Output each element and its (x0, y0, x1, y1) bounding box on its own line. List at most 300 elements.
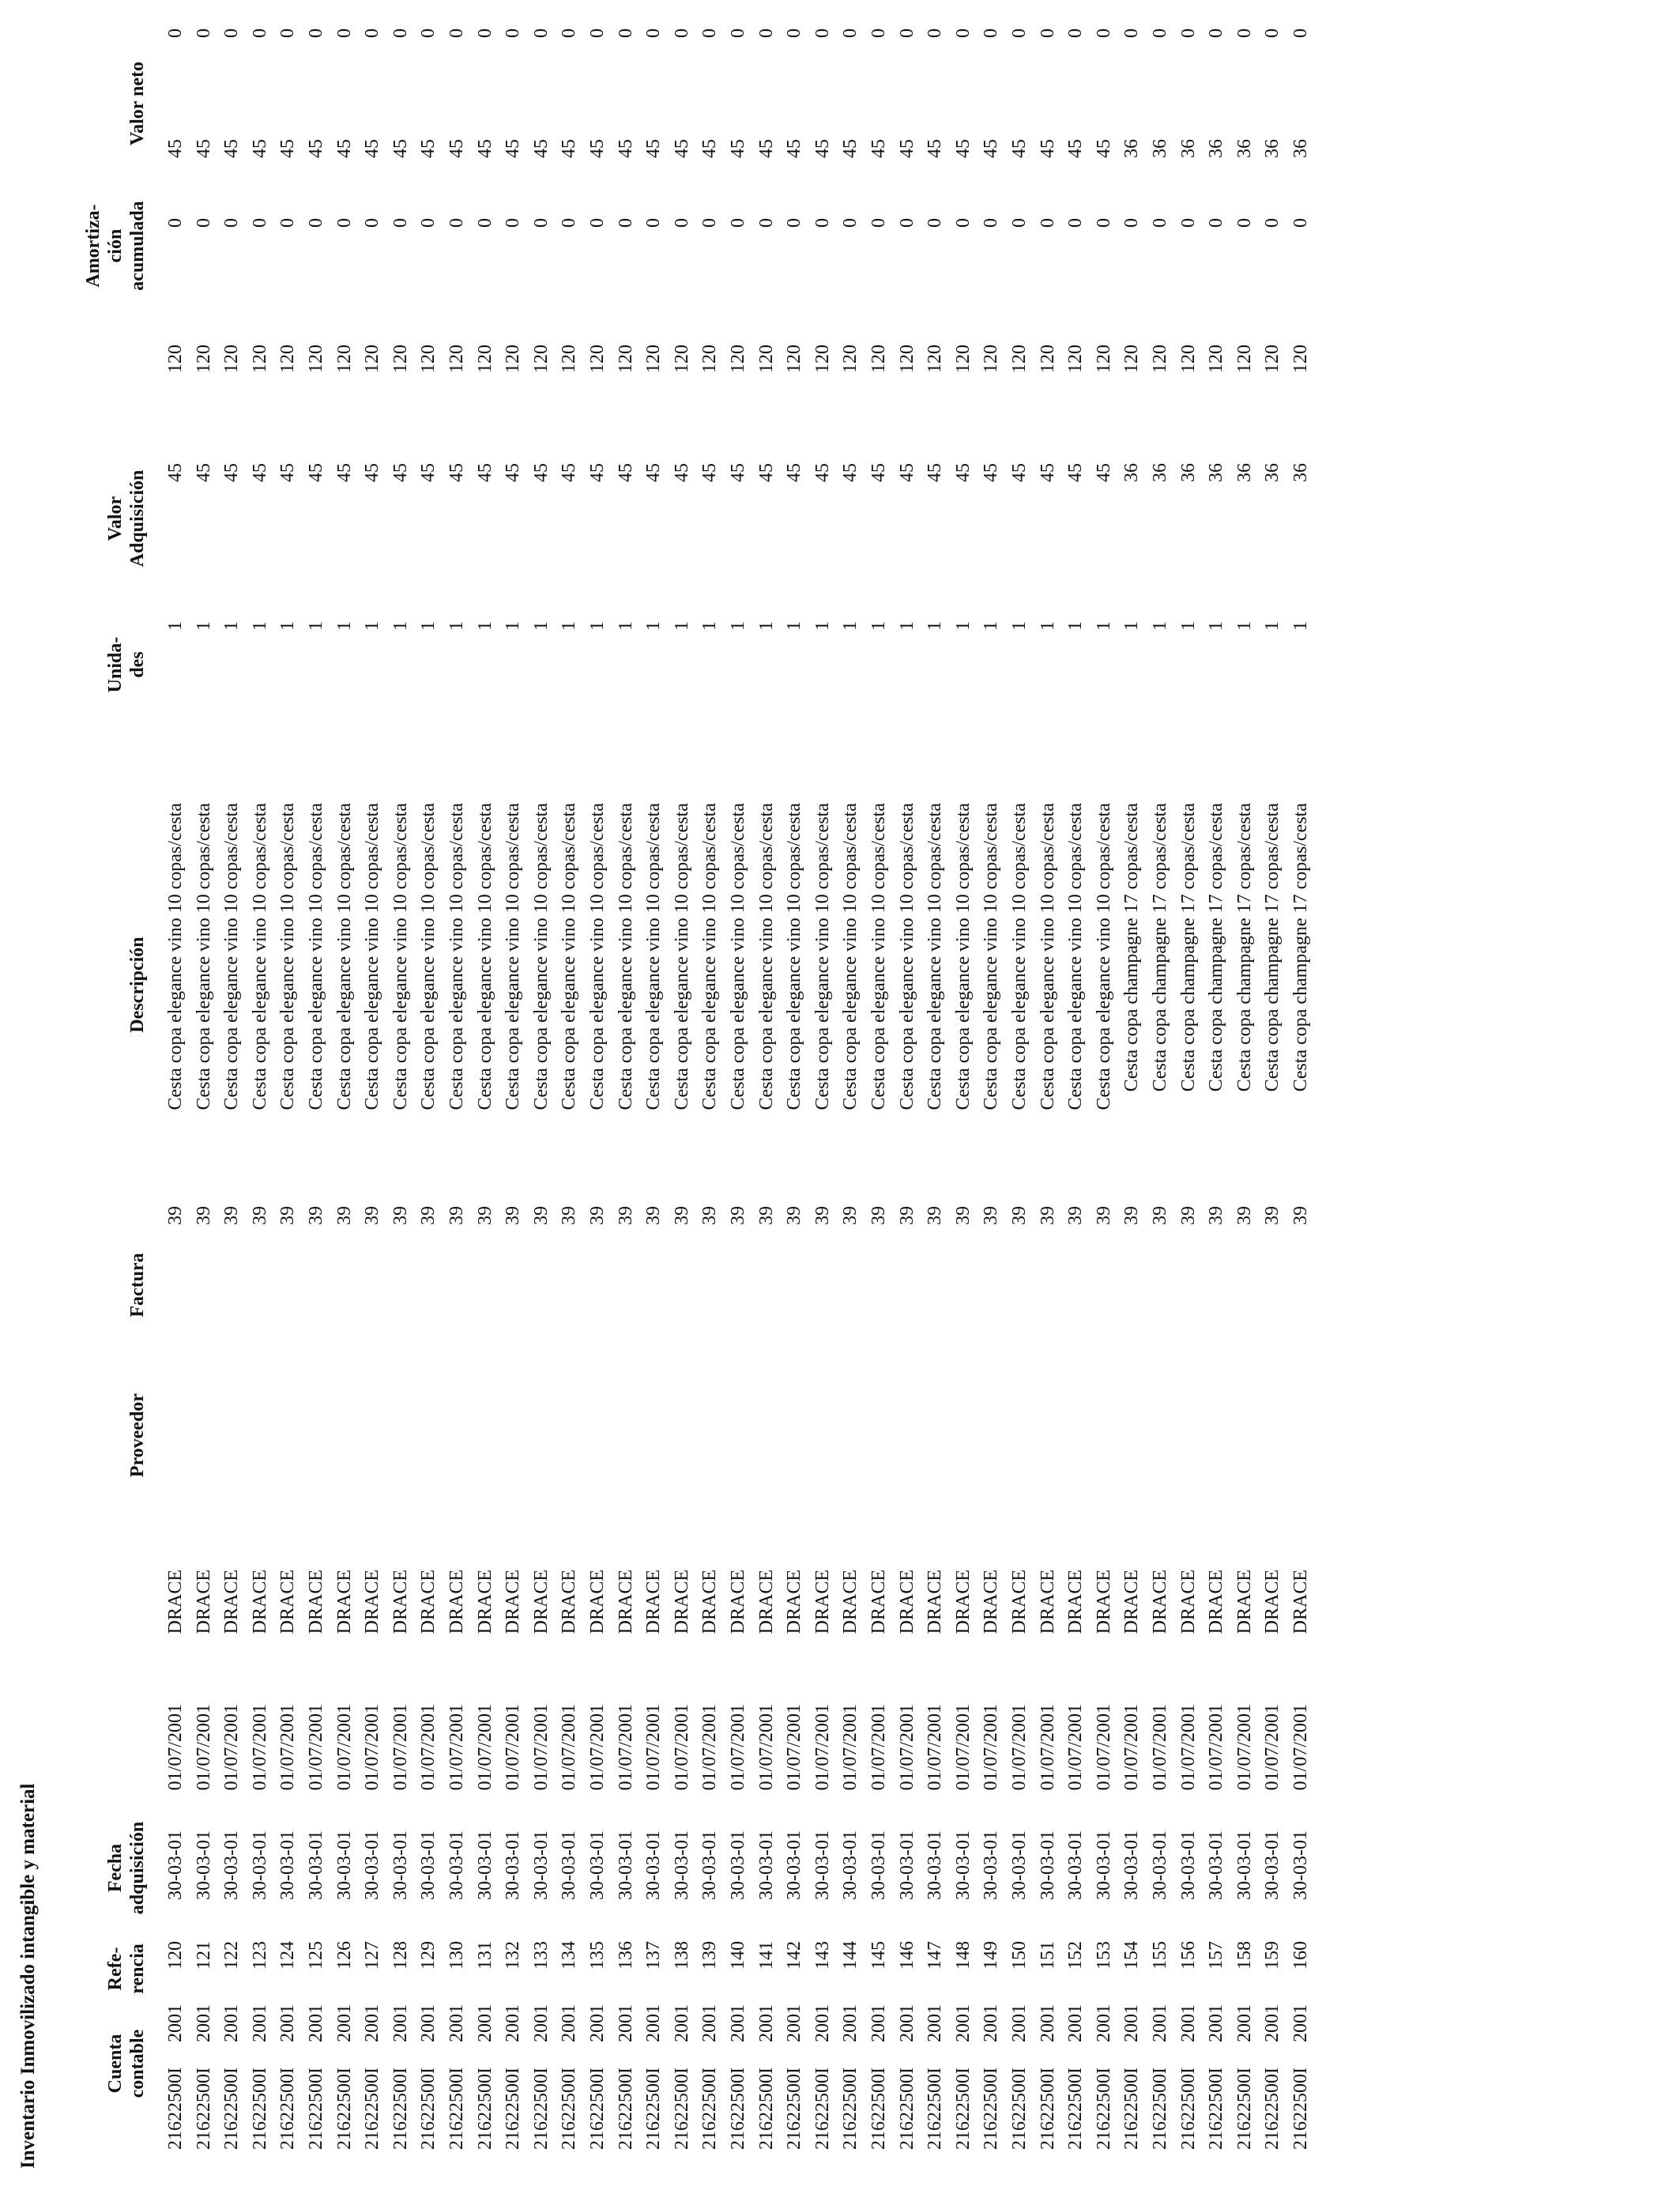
table-cell: 39 (1262, 1206, 1283, 1225)
table-cell: 30-03-01 (165, 1830, 186, 1900)
table-cell: 21622500I (840, 2068, 861, 2150)
table-row (615, 0, 643, 2194)
table-cell: 0 (446, 28, 467, 38)
table-cell: 2001 (952, 2004, 974, 2042)
table-cell: 30-03-01 (812, 1830, 833, 1900)
column-header-line: rencia (127, 1943, 148, 1994)
table-cell: Cesta copa elegance vino 10 copas/cesta (277, 803, 299, 1110)
table-cell: 30-03-01 (671, 1830, 692, 1900)
table-cell: 1 (1121, 621, 1143, 631)
table-cell: 21622500I (1150, 2068, 1170, 2150)
table-cell: 0 (755, 218, 777, 228)
table-cell: Cesta copa champagne 17 copas/cesta (1177, 803, 1199, 1092)
table-cell: 1 (728, 621, 748, 631)
table-cell: Cesta copa champagne 17 copas/cesta (1121, 803, 1143, 1092)
table-cell: 149 (981, 1941, 1002, 1970)
table-cell: 39 (699, 1206, 721, 1225)
table-cell: 1 (503, 621, 524, 631)
table-cell: 45 (1065, 463, 1087, 482)
table-cell: 21622500I (221, 2068, 243, 2150)
table-row (333, 0, 362, 2194)
table-row (952, 0, 981, 2194)
table-cell: DRACE (1206, 1570, 1227, 1634)
table-cell: 1 (812, 621, 833, 631)
table-cell: 45 (728, 139, 748, 158)
table-cell: DRACE (981, 1570, 1002, 1634)
table-cell: DRACE (390, 1570, 411, 1634)
table-cell: 39 (390, 1206, 411, 1225)
table-cell: 1 (362, 621, 383, 631)
table-row (220, 0, 249, 2194)
table-cell: 0 (1177, 28, 1199, 38)
table-cell: 30-03-01 (306, 1830, 326, 1900)
table-cell: 21622500I (699, 2068, 721, 2150)
table-cell: DRACE (896, 1570, 917, 1634)
table-cell: 1 (840, 621, 861, 631)
table-cell: 39 (1065, 1206, 1087, 1225)
table-cell: 0 (868, 218, 889, 228)
table-cell: 0 (1206, 28, 1227, 38)
table-cell: 39 (165, 1206, 186, 1225)
table-cell: 0 (840, 28, 861, 38)
table-cell: 120 (503, 345, 524, 373)
table-cell: 1 (193, 621, 214, 631)
table-cell: 21622500I (1037, 2068, 1058, 2150)
table-cell: 120 (587, 345, 608, 373)
table-cell: 0 (728, 218, 748, 228)
table-cell: 0 (277, 218, 299, 228)
table-cell: DRACE (221, 1570, 243, 1634)
table-cell: 01/07/2001 (1065, 1704, 1087, 1791)
table-cell: 30-03-01 (615, 1830, 636, 1900)
table-cell: 148 (952, 1941, 974, 1970)
table-row (417, 0, 446, 2194)
table-cell: 143 (812, 1941, 833, 1970)
table-cell: 2001 (840, 2004, 861, 2042)
table-cell: 21622500I (333, 2068, 355, 2150)
table-cell: Cesta copa elegance vino 10 copas/cesta (1037, 803, 1058, 1110)
table-cell: Cesta copa elegance vino 10 copas/cesta (755, 803, 777, 1110)
table-cell: 30-03-01 (503, 1830, 524, 1900)
table-cell: 21622500I (755, 2068, 777, 2150)
table-cell: 0 (390, 218, 411, 228)
table-cell: 0 (249, 28, 270, 38)
table-cell: 01/07/2001 (418, 1704, 439, 1791)
table-cell: DRACE (699, 1570, 721, 1634)
table-cell: 129 (418, 1941, 439, 1970)
table-cell: 125 (306, 1941, 326, 1970)
table-row (502, 0, 530, 2194)
table-cell: 120 (840, 345, 861, 373)
table-cell: 0 (559, 218, 580, 228)
table-row (1290, 0, 1318, 2194)
column-header-descripcion (46, 866, 149, 1103)
table-cell: 154 (1121, 1941, 1143, 1970)
table-cell: 156 (1177, 1941, 1199, 1970)
table-cell: 120 (221, 345, 243, 373)
table-cell: 36 (1150, 463, 1170, 482)
table-cell: 120 (1206, 345, 1227, 373)
table-cell: Cesta copa elegance vino 10 copas/cesta (840, 803, 861, 1110)
table-cell: 45 (221, 139, 243, 158)
table-cell: Cesta copa elegance vino 10 copas/cesta (728, 803, 748, 1110)
table-cell: 0 (812, 28, 833, 38)
table-cell: 0 (1150, 28, 1170, 38)
column-header-line: Proveedor (127, 1393, 148, 1478)
table-cell: DRACE (1177, 1570, 1199, 1634)
table-cell: 30-03-01 (221, 1830, 243, 1900)
table-cell: 45 (446, 139, 467, 158)
table-cell: 0 (1262, 218, 1283, 228)
table-cell: 39 (277, 1206, 299, 1225)
table-cell: 39 (1093, 1206, 1114, 1225)
table-cell: 0 (1234, 218, 1255, 228)
table-cell: 21622500I (812, 2068, 833, 2150)
table-cell: 0 (193, 218, 214, 228)
table-cell: 1 (165, 621, 186, 631)
table-cell: 132 (503, 1941, 524, 1970)
table-cell: 0 (1121, 28, 1143, 38)
table-cell: 36 (1234, 463, 1255, 482)
table-cell: 2001 (530, 2004, 552, 2042)
table-cell: 45 (699, 463, 721, 482)
table-cell: 45 (615, 139, 636, 158)
table-cell: 45 (333, 463, 355, 482)
table-cell: 144 (840, 1941, 861, 1970)
table-cell: 2001 (1093, 2004, 1114, 2042)
table-cell: Cesta copa elegance vino 10 copas/cesta (446, 803, 467, 1110)
table-cell: 45 (165, 463, 186, 482)
table-cell: 39 (362, 1206, 383, 1225)
table-cell: 0 (249, 218, 270, 228)
table-cell: 30-03-01 (1093, 1830, 1114, 1900)
table-cell: 01/07/2001 (587, 1704, 608, 1791)
table-cell: 120 (1290, 345, 1311, 373)
table-cell: 120 (925, 345, 946, 373)
table-cell: 2001 (755, 2004, 777, 2042)
table-cell: 0 (925, 28, 946, 38)
table-cell: 01/07/2001 (249, 1704, 270, 1791)
column-header-line: ción (105, 228, 126, 263)
column-header-fecha (46, 1803, 149, 1933)
table-cell: 120 (1150, 345, 1170, 373)
table-cell: 45 (277, 463, 299, 482)
table-cell: 21622500I (671, 2068, 692, 2150)
table-cell: 2001 (643, 2004, 665, 2042)
table-cell: 1 (671, 621, 692, 631)
table-cell: 0 (474, 28, 495, 38)
table-cell: 45 (981, 139, 1002, 158)
table-cell: 30-03-01 (277, 1830, 299, 1900)
table-cell: DRACE (446, 1570, 467, 1634)
table-row (755, 0, 784, 2194)
table-cell: 2001 (1262, 2004, 1283, 2042)
table-cell: 1 (1262, 621, 1283, 631)
table-cell: 1 (418, 621, 439, 631)
table-cell: 39 (474, 1206, 495, 1225)
table-cell: 39 (671, 1206, 692, 1225)
table-cell: 01/07/2001 (1121, 1704, 1143, 1791)
table-cell: 01/07/2001 (559, 1704, 580, 1791)
table-cell: 2001 (1234, 2004, 1255, 2042)
table-cell: 120 (1177, 345, 1199, 373)
table-cell: 21622500I (615, 2068, 636, 2150)
table-cell: 39 (503, 1206, 524, 1225)
table-cell: 36 (1262, 139, 1283, 158)
table-cell: Cesta copa elegance vino 10 copas/cesta (418, 803, 439, 1110)
table-row (1149, 0, 1177, 2194)
table-cell: 1 (306, 621, 326, 631)
table-cell: Cesta copa elegance vino 10 copas/cesta (559, 803, 580, 1110)
table-cell: 120 (981, 345, 1002, 373)
table-cell: 120 (699, 345, 721, 373)
table-cell: Cesta copa champagne 17 copas/cesta (1150, 803, 1170, 1092)
table-cell: 01/07/2001 (728, 1704, 748, 1791)
table-cell: 2001 (165, 2004, 186, 2042)
table-cell: 0 (221, 218, 243, 228)
table-cell: 121 (193, 1941, 214, 1970)
table-row (1037, 0, 1065, 2194)
table-cell: Cesta copa elegance vino 10 copas/cesta (503, 803, 524, 1110)
table-cell: 45 (503, 139, 524, 158)
table-row (1008, 0, 1037, 2194)
table-cell: 0 (952, 218, 974, 228)
table-cell: 0 (671, 28, 692, 38)
table-cell: Cesta copa elegance vino 10 copas/cesta (981, 803, 1002, 1110)
table-cell: 0 (643, 28, 665, 38)
table-cell: 01/07/2001 (503, 1704, 524, 1791)
table-cell: 39 (784, 1206, 805, 1225)
table-cell: 136 (615, 1941, 636, 1970)
table-cell: 120 (530, 345, 552, 373)
table-row (164, 0, 193, 2194)
table-cell: 1 (1037, 621, 1058, 631)
table-cell: 45 (952, 139, 974, 158)
table-cell: 21622500I (165, 2068, 186, 2150)
table-row (839, 0, 868, 2194)
table-cell: Cesta copa elegance vino 10 copas/cesta (615, 803, 636, 1110)
table-cell: 157 (1206, 1941, 1227, 1970)
table-cell: 159 (1262, 1941, 1283, 1970)
table-cell: 30-03-01 (333, 1830, 355, 1900)
table-cell: 01/07/2001 (1177, 1704, 1199, 1791)
table-cell: 45 (643, 139, 665, 158)
table-cell: DRACE (952, 1570, 974, 1634)
column-header-unidades (46, 621, 149, 708)
table-cell: 01/07/2001 (981, 1704, 1002, 1791)
table-cell: 120 (1065, 345, 1087, 373)
table-row (1234, 0, 1262, 2194)
table-row (980, 0, 1008, 2194)
table-cell: DRACE (503, 1570, 524, 1634)
column-header-referencia (46, 1929, 149, 2008)
table-cell: 30-03-01 (1290, 1830, 1311, 1900)
table-cell: 30-03-01 (474, 1830, 495, 1900)
table-cell: DRACE (643, 1570, 665, 1634)
table-cell: 1 (1150, 621, 1170, 631)
table-cell: 39 (333, 1206, 355, 1225)
table-cell: 45 (418, 139, 439, 158)
table-cell: 2001 (1037, 2004, 1058, 2042)
table-cell: 39 (868, 1206, 889, 1225)
table-cell: 30-03-01 (896, 1830, 917, 1900)
table-cell: 0 (587, 218, 608, 228)
table-cell: 39 (193, 1206, 214, 1225)
table-cell: 45 (812, 463, 833, 482)
table-cell: 45 (925, 463, 946, 482)
table-cell: 45 (840, 463, 861, 482)
table-cell: DRACE (362, 1570, 383, 1634)
column-header-line: Refe- (105, 1947, 126, 1991)
table-cell: DRACE (165, 1570, 186, 1634)
table-row (586, 0, 615, 2194)
table-cell: 45 (362, 463, 383, 482)
table-cell: 45 (1037, 463, 1058, 482)
table-cell: 30-03-01 (390, 1830, 411, 1900)
column-header-line: Descripción (127, 937, 148, 1033)
table-cell: DRACE (587, 1570, 608, 1634)
table-cell: 36 (1121, 463, 1143, 482)
table-row (699, 0, 727, 2194)
column-header-line: contable (127, 2029, 148, 2098)
table-cell: 36 (1290, 139, 1311, 158)
column-header-amortizacion (46, 187, 149, 305)
table-cell: 39 (1037, 1206, 1058, 1225)
table-cell: 21622500I (728, 2068, 748, 2150)
table-row (671, 0, 699, 2194)
table-cell: 0 (699, 28, 721, 38)
table-cell: 120 (306, 345, 326, 373)
table-row (277, 0, 305, 2194)
table-cell: 21622500I (306, 2068, 326, 2150)
table-cell: 21622500I (362, 2068, 383, 2150)
table-cell: 01/07/2001 (812, 1704, 833, 1791)
table-cell: DRACE (671, 1570, 692, 1634)
table-cell: 0 (221, 28, 243, 38)
table-cell: 0 (1262, 28, 1283, 38)
table-cell: 01/07/2001 (1290, 1704, 1311, 1791)
table-cell: 2001 (587, 2004, 608, 2042)
table-cell: 0 (1177, 218, 1199, 228)
column-header-line: adquisición (127, 1821, 148, 1915)
table-cell: 39 (559, 1206, 580, 1225)
table-cell: 2001 (1121, 2004, 1143, 2042)
table-cell: 1 (981, 621, 1002, 631)
table-cell: 39 (840, 1206, 861, 1225)
table-cell: 39 (812, 1206, 833, 1225)
table-cell: 131 (474, 1941, 495, 1970)
table-cell: 30-03-01 (418, 1830, 439, 1900)
table-cell: 133 (530, 1941, 552, 1970)
table-cell: Cesta copa champagne 17 copas/cesta (1290, 803, 1311, 1092)
table-cell: 21622500I (1262, 2068, 1283, 2150)
table-cell: 1 (615, 621, 636, 631)
table-cell: DRACE (277, 1570, 299, 1634)
table-cell: Cesta copa elegance vino 10 copas/cesta (1009, 803, 1030, 1110)
table-cell: DRACE (728, 1570, 748, 1634)
table-cell: DRACE (812, 1570, 833, 1634)
table-cell: 21622500I (277, 2068, 299, 2150)
table-cell: 45 (1065, 139, 1087, 158)
table-cell: 45 (812, 139, 833, 158)
table-cell: Cesta copa champagne 17 copas/cesta (1262, 803, 1283, 1092)
table-cell: 0 (896, 28, 917, 38)
table-cell: 0 (503, 28, 524, 38)
table-cell: 21622500I (1121, 2068, 1143, 2150)
table-cell: 2001 (277, 2004, 299, 2042)
table-cell: 2001 (1177, 2004, 1199, 2042)
table-cell: 2001 (1206, 2004, 1227, 2042)
table-cell: 1 (559, 621, 580, 631)
table-cell: Cesta copa elegance vino 10 copas/cesta (587, 803, 608, 1110)
table-cell: 36 (1234, 139, 1255, 158)
table-cell: 0 (1009, 218, 1030, 228)
table-cell: 120 (1262, 345, 1283, 373)
table-cell: 0 (868, 28, 889, 38)
column-header-cuenta (46, 2008, 149, 2119)
table-cell: 2001 (728, 2004, 748, 2042)
table-cell: 45 (559, 139, 580, 158)
table-cell: DRACE (1290, 1570, 1311, 1634)
table-cell: 45 (868, 139, 889, 158)
table-cell: 0 (165, 218, 186, 228)
table-cell: 45 (306, 463, 326, 482)
table-cell: 120 (868, 345, 889, 373)
table-row (1205, 0, 1234, 2194)
table-cell: 120 (1009, 345, 1030, 373)
table-cell: 45 (362, 139, 383, 158)
column-header-valor-neto (46, 36, 149, 171)
table-cell: Cesta copa elegance vino 10 copas/cesta (784, 803, 805, 1110)
table-cell: 0 (1290, 28, 1311, 38)
table-cell: 45 (728, 463, 748, 482)
table-cell: 39 (1234, 1206, 1255, 1225)
table-row (1064, 0, 1093, 2194)
table-cell: 30-03-01 (784, 1830, 805, 1900)
table-cell: Cesta copa elegance vino 10 copas/cesta (333, 803, 355, 1110)
table-cell: 01/07/2001 (1037, 1704, 1058, 1791)
table-cell: 36 (1206, 139, 1227, 158)
table-cell: 36 (1206, 463, 1227, 482)
table-cell: 01/07/2001 (165, 1704, 186, 1791)
table-row (390, 0, 418, 2194)
table-cell: DRACE (249, 1570, 270, 1634)
table-row (812, 0, 840, 2194)
table-cell: 120 (277, 345, 299, 373)
table-cell: 1 (643, 621, 665, 631)
table-cell: Cesta copa elegance vino 10 copas/cesta (699, 803, 721, 1110)
table-cell: 21622500I (925, 2068, 946, 2150)
table-row (530, 0, 559, 2194)
column-header-line: acumulada (127, 201, 148, 291)
table-cell: 142 (784, 1941, 805, 1970)
column-header-line: Cuenta (105, 2034, 126, 2094)
table-cell: 21622500I (587, 2068, 608, 2150)
table-cell: 1 (1009, 621, 1030, 631)
table-cell: 1 (952, 621, 974, 631)
table-cell: 120 (165, 1941, 186, 1970)
table-cell: 45 (784, 139, 805, 158)
table-cell: 45 (249, 139, 270, 158)
table-cell: 0 (418, 28, 439, 38)
table-cell: 21622500I (503, 2068, 524, 2150)
table-cell: Cesta copa elegance vino 10 copas/cesta (952, 803, 974, 1110)
table-cell: 1 (1290, 621, 1311, 631)
table-cell: 120 (784, 345, 805, 373)
table-cell: 01/07/2001 (840, 1704, 861, 1791)
table-cell: 45 (1009, 463, 1030, 482)
table-cell: 1 (587, 621, 608, 631)
